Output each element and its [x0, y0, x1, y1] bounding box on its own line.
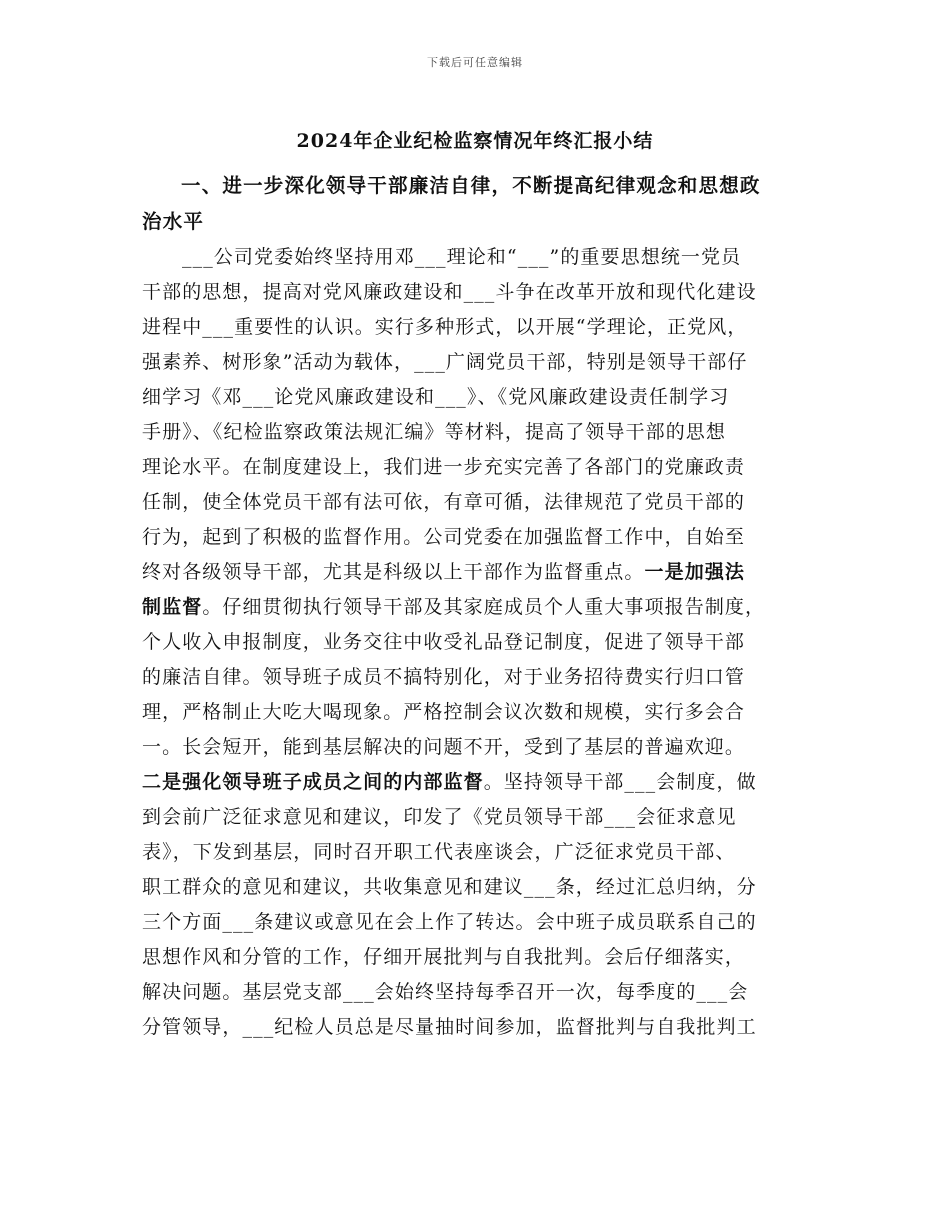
text-run: 任制，使全体党员干部有法可依，有章可循，法律规范了党员干部的 [142, 491, 746, 513]
body-line [142, 310, 810, 345]
bold-text: 制监督 [142, 596, 203, 618]
section-heading-line-2: 治水平 [142, 210, 205, 233]
body-line [142, 275, 810, 310]
body-line [142, 520, 810, 555]
body-line [142, 345, 810, 380]
text-run: 理论水平。在制度建设上，我们进一步充实完善了各部门的党廉政责 [142, 456, 746, 478]
text-run: 一。长会短开，能到基层解决的问题不开，受到了基层的普遍欢迎。 [142, 736, 746, 758]
body-line [142, 415, 810, 450]
body-line [142, 625, 810, 660]
text-run: 行为，起到了积极的监督作用。公司党委在加强监督工作中，自始至 [142, 526, 746, 548]
body-line [142, 905, 810, 940]
text-run: 终对各级领导干部，尤其是科级以上干部作为监督重点。 [142, 561, 645, 583]
text-run: 手册》、《纪检监察政策法规汇编》等材料，提高了领导干部的思想 [142, 421, 727, 443]
text-run: 个人收入申报制度，业务交往中收受礼品登记制度，促进了领导干部 [142, 631, 746, 653]
document-title: 2024年企业纪检监察情况年终汇报小结 [296, 130, 654, 152]
body-line [142, 800, 810, 835]
text-run: 。仔细贯彻执行领导干部及其家庭成员个人重大事项报告制度， [202, 596, 766, 618]
text-run: 细学习《邓___论党风廉政建设和___》、《党风廉政建设责任制学习 [142, 386, 730, 408]
text-run: 解决问题。基层党支部___会始终坚持每季召开一次，每季度的___会 [142, 981, 749, 1003]
body-paragraph [142, 240, 810, 1045]
text-run: 表》，下发到基层，同时召开职工代表座谈会，广泛征求党员干部、 [142, 841, 736, 863]
body-line [142, 765, 810, 800]
text-run: 三个方面___条建议或意见在会上作了转达。会中班子成员联系自己的 [142, 911, 757, 933]
body-line [142, 695, 810, 730]
text-run: 思想作风和分管的工作，仔细开展批判与自我批判。会后仔细落实， [142, 946, 746, 968]
body-line [142, 975, 810, 1010]
body-line [142, 590, 810, 625]
bold-text: 一是加强法 [644, 561, 746, 583]
text-run: 进程中___重要性的认识。实行多种形式，以开展“学理论，正党风， [142, 316, 748, 338]
section-heading [142, 168, 810, 240]
body-line [142, 1010, 810, 1045]
body-line [142, 660, 810, 695]
text-run: 干部的思想，提高对党风廉政建设和___斗争在改革开放和现代化建设 [142, 281, 757, 303]
text-run: 到会前广泛征求意见和建议，印发了《党员领导干部___会征求意见 [142, 806, 737, 828]
header-note: 下载后可任意编辑 [427, 56, 523, 69]
text-run: 。坚持领导干部___会制度，做 [483, 771, 757, 793]
text-run: ___公司党委始终坚持用邓___理论和“___”的重要思想统一党员 [182, 246, 742, 268]
text-run: 的廉洁自律。领导班子成员不搞特别化，对于业务招待费实行归口管 [142, 666, 746, 688]
body-line [142, 450, 810, 485]
body-line [142, 835, 810, 870]
text-run: 理，严格制止大吃大喝现象。严格控制会议次数和规模，实行多会合 [142, 701, 746, 723]
bold-text: 二是强化领导班子成员之间的内部监督 [142, 771, 484, 793]
body-line [142, 940, 810, 975]
body-line [142, 240, 810, 275]
body-line [142, 730, 810, 765]
body-line [142, 485, 810, 520]
text-run: 强素养、树形象”活动为载体，___广阔党员干部，特别是领导干部仔 [142, 351, 748, 373]
body-line [142, 870, 810, 905]
text-run: 分管领导，___纪检人员总是尽量抽时间参加，监督批判与自我批判工 [142, 1016, 757, 1038]
body-line [142, 555, 810, 590]
body-line [142, 380, 810, 415]
section-heading-line-1: 一、进一步深化领导干部廉洁自律，不断提高纪律观念和思想政 [181, 174, 761, 197]
text-run: 职工群众的意见和建议，共收集意见和建议___条，经过汇总归纳，分 [142, 876, 757, 898]
